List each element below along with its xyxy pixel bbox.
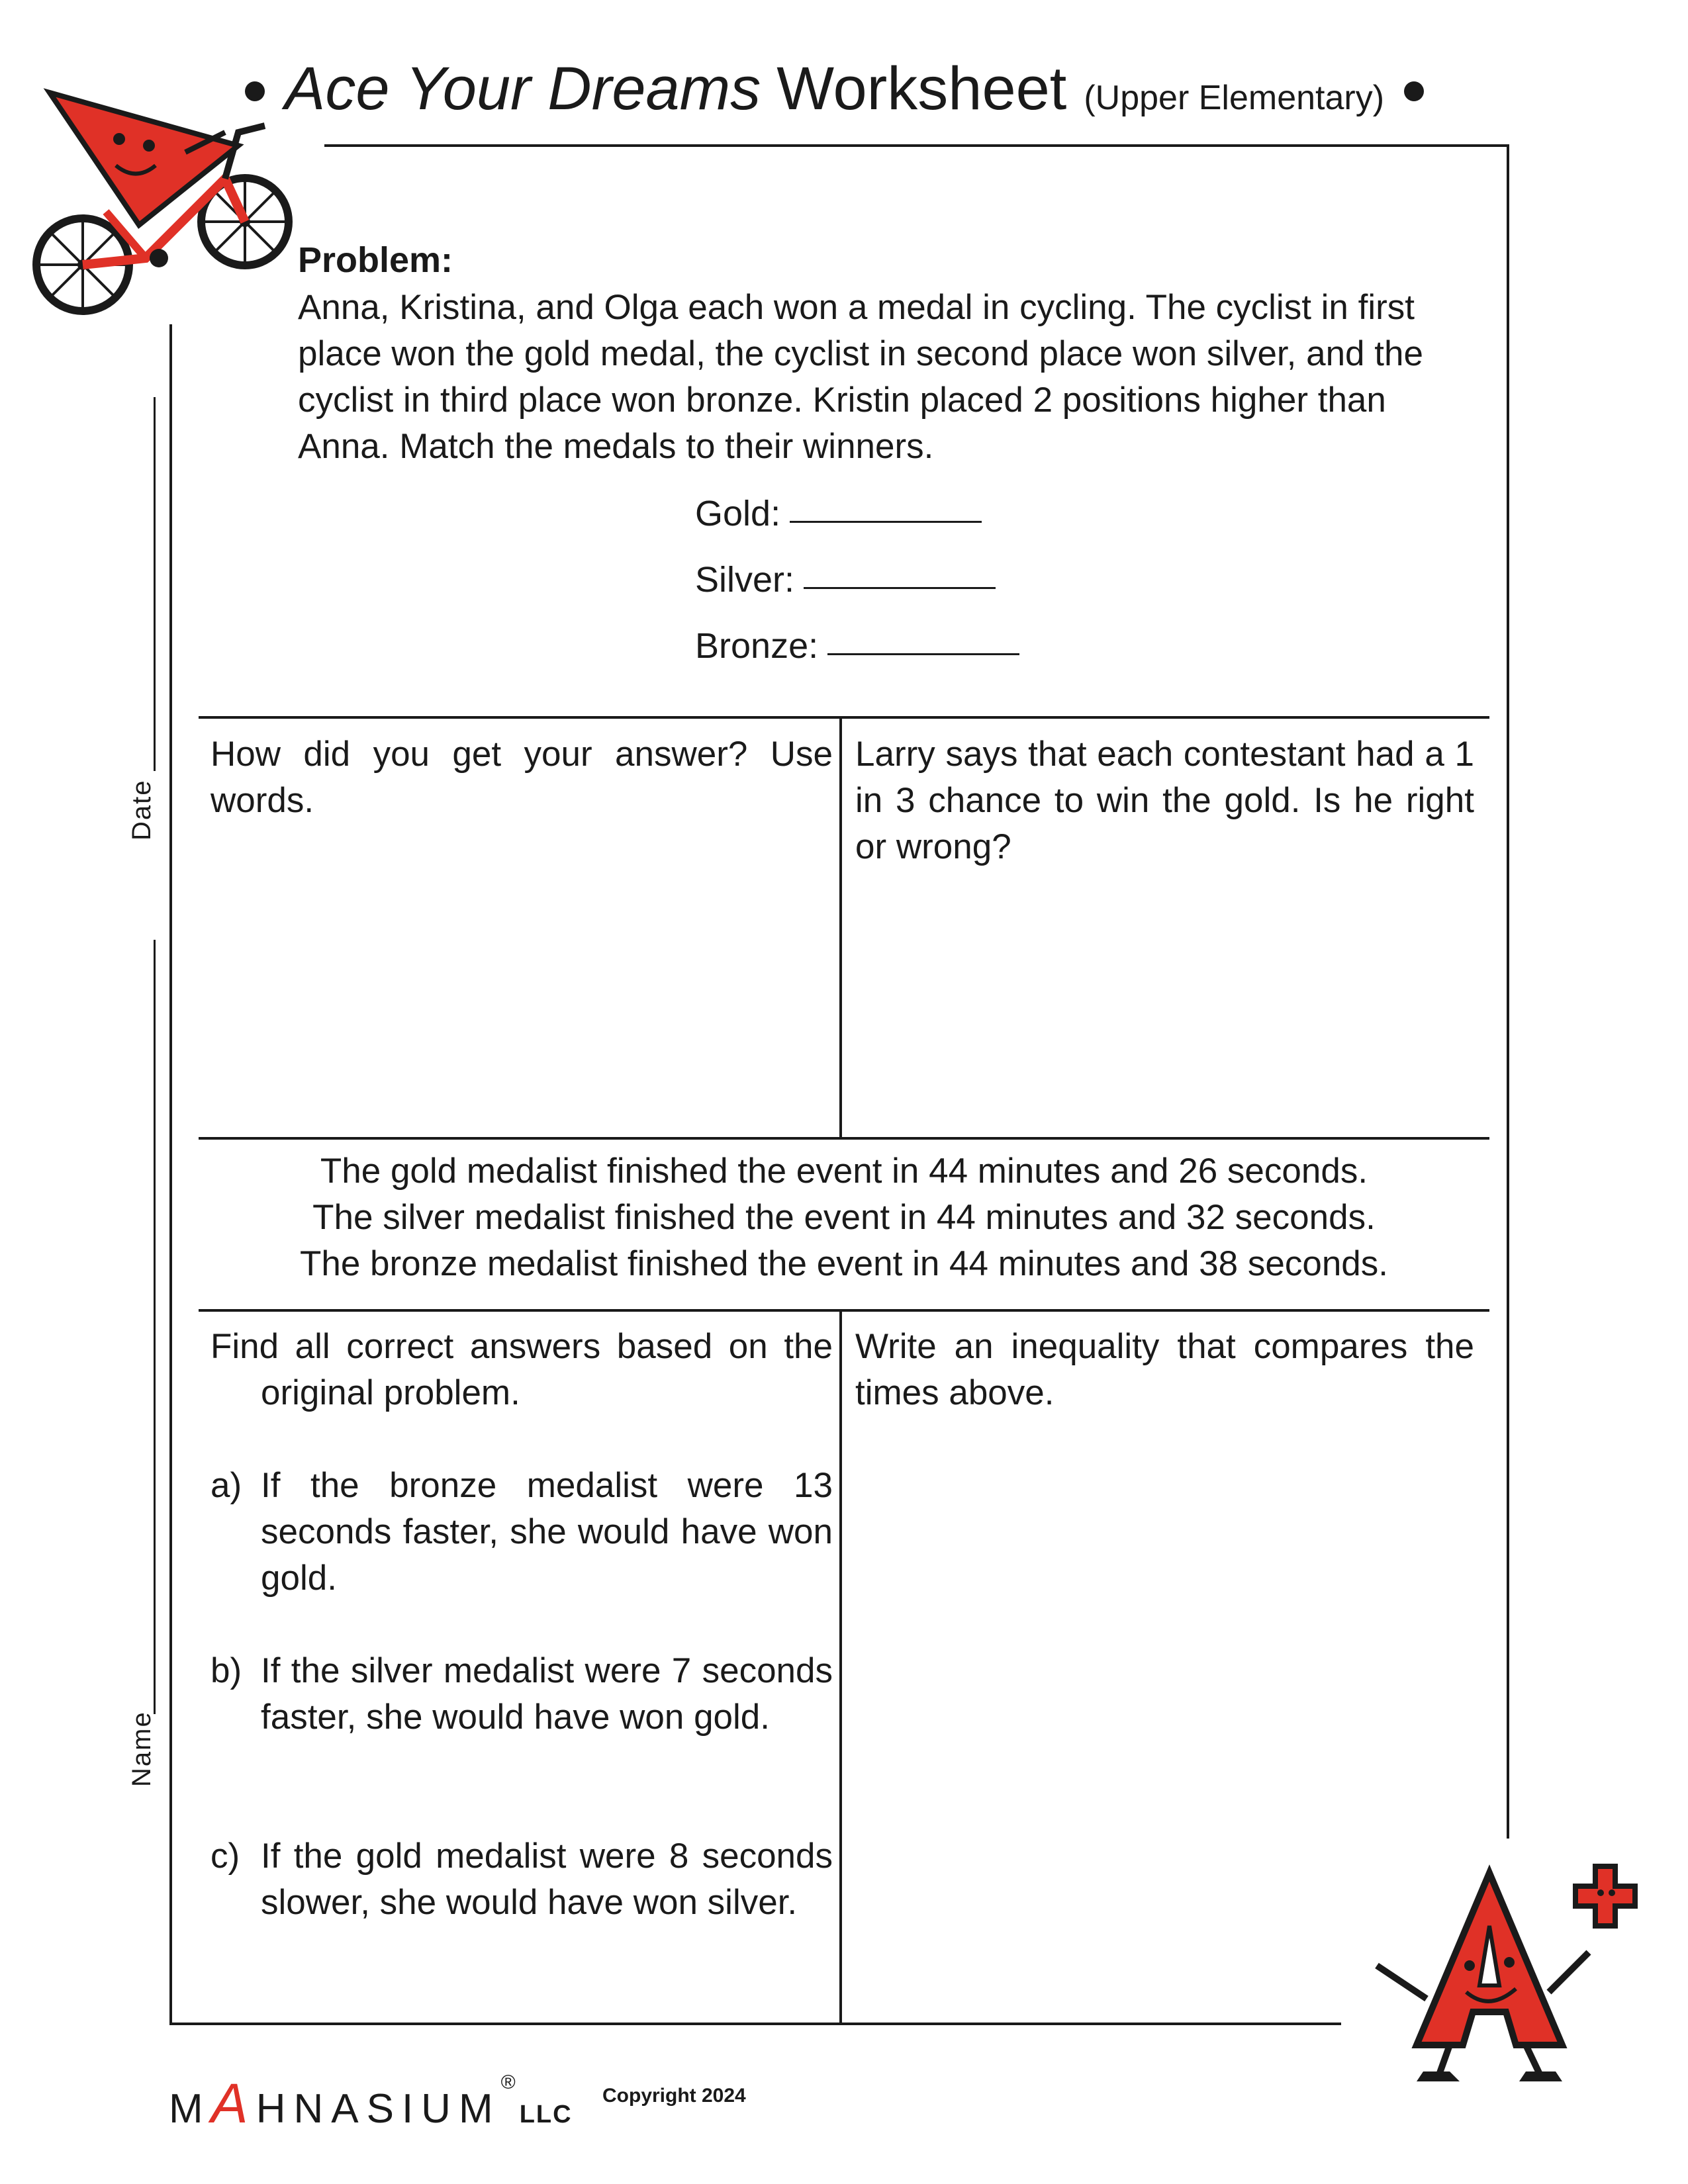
title-subtitle: (Upper Elementary) (1084, 79, 1385, 117)
logo-m: M (169, 2086, 211, 2132)
date-line (154, 397, 156, 771)
copyright-text: Copyright 2024 (602, 2085, 746, 2107)
top-border (324, 144, 1509, 147)
silver-time: The silver medalist finished the event in 44 minutes and 32 seconds. (312, 1198, 1376, 1237)
gold-time: The gold medalist finished the event in 44 minutes and 26 seconds. (320, 1152, 1368, 1191)
times-block (199, 1148, 1489, 1287)
question-find-answers-text: Find all correct answers based on the original problem. (211, 1327, 833, 1412)
problem-label: Problem: (298, 240, 453, 280)
silver-label: Silver: (695, 560, 795, 600)
bronze-answer-row (695, 625, 1019, 666)
option-c-label: c) (211, 1837, 240, 1876)
bullet-icon (1404, 81, 1424, 101)
name-label: Name (127, 1711, 156, 1787)
logo-a: A (211, 2072, 256, 2134)
gold-label: Gold: (695, 494, 781, 533)
question-find-answers (211, 1324, 833, 1416)
name-line (154, 940, 156, 1714)
option-a-label: a) (211, 1466, 242, 1505)
title-italic: Ace Your Dreams (285, 55, 761, 122)
left-border (169, 324, 172, 2025)
problem-text: Anna, Kristina, and Olga each won a medal in cycling. The cyclist in first place won the gold medal, the cyclist in second place won silver, and the cyclist in third place won bronze. Kristin placed 2 positions higher than Anna. Match the medals to their winners. (298, 288, 1423, 466)
logo-rest: HNASIUM (256, 2086, 501, 2132)
bronze-time: The bronze medalist finished the event in 44 minutes and 38 seconds. (299, 1244, 1388, 1283)
option-a-text: If the bronze medalist were 13 seconds faster, she would have won gold. (261, 1466, 833, 1598)
question-inequality: Write an inequality that compares the times above. (855, 1327, 1474, 1412)
mathnasium-logo (169, 2071, 573, 2136)
a-plus-mascot-illustration (1350, 1853, 1655, 2085)
silver-answer-blank[interactable] (804, 586, 996, 589)
column-divider-2 (839, 1309, 842, 2024)
option-b[interactable] (211, 1648, 833, 1741)
right-border (1507, 144, 1509, 1839)
logo-registered: ® (500, 2071, 516, 2093)
bullet-icon (245, 81, 265, 101)
option-a[interactable] (211, 1463, 833, 1602)
logo-llc: LLC (519, 2101, 573, 2128)
option-b-text: If the silver medalist were 7 seconds faster, she would have won gold. (261, 1651, 833, 1737)
gold-answer-row (695, 493, 982, 534)
bottom-border (169, 2023, 1341, 2025)
bronze-answer-blank[interactable] (827, 653, 1019, 655)
bronze-label: Bronze: (695, 626, 819, 666)
date-label: Date (127, 779, 156, 841)
option-c-text: If the gold medalist were 8 seconds slower, she would have won silver. (261, 1837, 833, 1922)
option-c[interactable] (211, 1833, 833, 1926)
divider-2 (199, 1137, 1489, 1140)
question-how-answer: How did you get your answer? Use words. (211, 735, 833, 820)
gold-answer-blank[interactable] (790, 520, 982, 523)
option-b-label: b) (211, 1651, 242, 1690)
worksheet-title (225, 54, 1444, 134)
question-larry: Larry says that each contestant had a 1 in 3 chance to win the gold. Is he right or wrong? (855, 735, 1474, 866)
silver-answer-row (695, 559, 996, 600)
divider-1 (199, 716, 1489, 719)
title-main: Worksheet (776, 55, 1067, 122)
divider-3 (199, 1309, 1489, 1312)
column-divider-1 (839, 716, 842, 1138)
